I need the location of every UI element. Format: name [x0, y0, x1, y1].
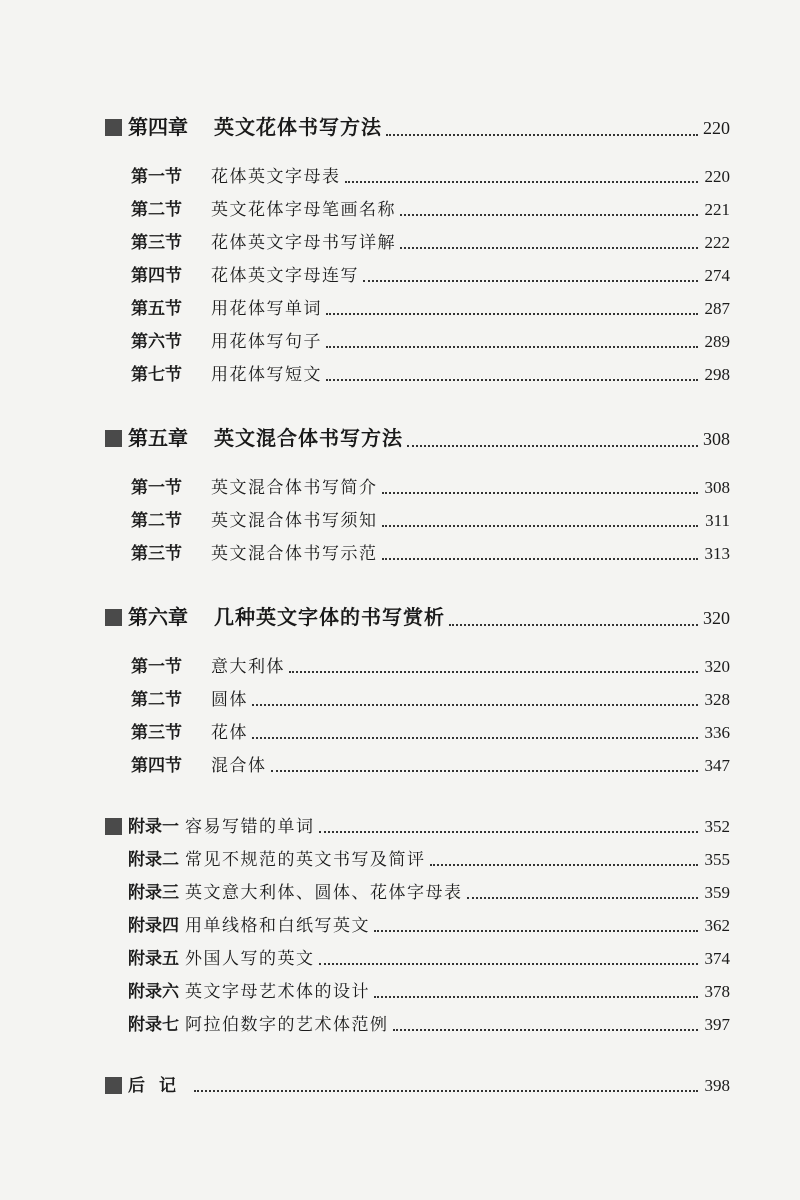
appendix-label: 附录三: [128, 883, 179, 903]
chapter-title: 英文花体书写方法: [214, 115, 382, 139]
appendix-label: 附录五: [128, 949, 179, 969]
leader-dots: [382, 492, 699, 494]
chapter-label: 第五章: [128, 426, 188, 450]
section-entry[interactable]: [105, 193, 730, 226]
page-number: 362: [704, 916, 730, 935]
page-number: 397: [704, 1015, 730, 1034]
section-entry[interactable]: [105, 683, 730, 716]
section-entry[interactable]: [105, 160, 730, 193]
page-number: 221: [704, 200, 730, 219]
leader-dots: [386, 134, 698, 136]
section-label: 第一节: [131, 167, 182, 187]
chapter-entry[interactable]: [105, 419, 730, 457]
section-label: 第四节: [131, 266, 182, 286]
page-number: 220: [703, 118, 730, 138]
chapter-title: 英文混合体书写方法: [214, 426, 403, 450]
appendix-label: 附录一: [128, 817, 179, 837]
leader-dots: [400, 247, 698, 249]
appendix-entry[interactable]: [105, 975, 730, 1008]
chapter-marker-icon: [105, 430, 122, 447]
page-number: 289: [704, 332, 730, 351]
section-title: 英文花体字母笔画名称: [211, 200, 396, 220]
page-number: 308: [704, 478, 730, 497]
page-number: 320: [703, 608, 730, 628]
appendix-title: 英文字母艺术体的设计: [185, 982, 370, 1002]
chapter-marker-icon: [105, 609, 122, 626]
appendix-title: 阿拉伯数字的艺术体范例: [185, 1015, 389, 1035]
page-number: 398: [704, 1076, 730, 1095]
page-number: 378: [704, 982, 730, 1001]
appendix-entry[interactable]: [105, 810, 730, 843]
chapter-marker-icon: [105, 119, 122, 136]
leader-dots: [289, 671, 698, 673]
section-title: 用花体写短文: [211, 365, 322, 385]
appendix-label: 附录六: [128, 982, 179, 1002]
afterword-marker-icon: [105, 1077, 122, 1094]
section-entry[interactable]: [105, 259, 730, 292]
appendix-title: 容易写错的单词: [185, 817, 315, 837]
section-entry[interactable]: [105, 537, 730, 570]
leader-dots: [319, 963, 699, 965]
section-label: 第二节: [131, 511, 182, 531]
leader-dots: [252, 737, 698, 739]
section-label: 第三节: [131, 233, 182, 253]
section-entry[interactable]: [105, 716, 730, 749]
chapter-entry[interactable]: [105, 108, 730, 146]
section-title: 用花体写句子: [211, 332, 322, 352]
page-number: 352: [704, 817, 730, 836]
chapter-label: 第四章: [128, 115, 188, 139]
leader-dots: [194, 1090, 698, 1092]
section-label: 第三节: [131, 544, 182, 564]
page-number: 347: [704, 756, 730, 775]
leader-dots: [393, 1029, 699, 1031]
page-number: 220: [704, 167, 730, 186]
appendix-label: 附录四: [128, 916, 179, 936]
page-number: 320: [704, 657, 730, 676]
appendix-title: 用单线格和白纸写英文: [185, 916, 370, 936]
appendix-entry[interactable]: [105, 1008, 730, 1041]
chapter-title: 几种英文字体的书写赏析: [214, 605, 445, 629]
chapter-entry[interactable]: [105, 598, 730, 636]
section-entry[interactable]: [105, 749, 730, 782]
section-title: 花体英文字母连写: [211, 266, 359, 286]
page-number: 222: [704, 233, 730, 252]
section-title: 用花体写单词: [211, 299, 322, 319]
section-label: 第四节: [131, 756, 182, 776]
chapter-label: 第六章: [128, 605, 188, 629]
section-label: 第一节: [131, 657, 182, 677]
afterword-entry[interactable]: [105, 1069, 730, 1102]
leader-dots: [271, 770, 699, 772]
section-label: 第三节: [131, 723, 182, 743]
section-title: 混合体: [211, 756, 267, 776]
leader-dots: [430, 864, 699, 866]
leader-dots: [345, 181, 699, 183]
section-title: 花体: [211, 723, 248, 743]
afterword-label: 后记: [128, 1076, 190, 1096]
section-entry[interactable]: [105, 504, 730, 537]
leader-dots: [467, 897, 699, 899]
page-number: 287: [704, 299, 730, 318]
appendix-entry[interactable]: [105, 942, 730, 975]
section-label: 第二节: [131, 200, 182, 220]
section-label: 第五节: [131, 299, 182, 319]
page-number: 308: [703, 429, 730, 449]
page-number: 336: [704, 723, 730, 742]
leader-dots: [400, 214, 698, 216]
section-label: 第七节: [131, 365, 182, 385]
section-entry[interactable]: [105, 650, 730, 683]
section-label: 第六节: [131, 332, 182, 352]
section-title: 花体英文字母表: [211, 167, 341, 187]
appendix-marker-icon: [105, 818, 122, 835]
page-number: 374: [704, 949, 730, 968]
leader-dots: [252, 704, 698, 706]
section-title: 花体英文字母书写详解: [211, 233, 396, 253]
section-title: 英文混合体书写简介: [211, 478, 378, 498]
leader-dots: [407, 445, 698, 447]
page-number: 355: [704, 850, 730, 869]
section-entry[interactable]: [105, 325, 730, 358]
page-number: 313: [704, 544, 730, 563]
section-entry[interactable]: [105, 226, 730, 259]
page-number: 328: [704, 690, 730, 709]
page-number: 274: [704, 266, 730, 285]
appendix-entry[interactable]: [105, 843, 730, 876]
leader-dots: [326, 379, 698, 381]
section-title: 圆体: [211, 690, 248, 710]
section-entry[interactable]: [105, 358, 730, 391]
page-number: 359: [704, 883, 730, 902]
leader-dots: [363, 280, 698, 282]
appendix-title: 常见不规范的英文书写及简评: [185, 850, 426, 870]
appendix-title: 英文意大利体、圆体、花体字母表: [185, 883, 463, 903]
leader-dots: [382, 525, 699, 527]
section-title: 英文混合体书写示范: [211, 544, 378, 564]
section-label: 第一节: [131, 478, 182, 498]
table-of-contents: [105, 108, 730, 1102]
leader-dots: [374, 930, 698, 932]
page-number: 298: [704, 365, 730, 384]
appendix-entry[interactable]: [105, 909, 730, 942]
leader-dots: [326, 346, 698, 348]
leader-dots: [326, 313, 698, 315]
appendix-entry[interactable]: [105, 876, 730, 909]
section-label: 第二节: [131, 690, 182, 710]
leader-dots: [449, 624, 698, 626]
leader-dots: [382, 558, 699, 560]
section-entry[interactable]: [105, 292, 730, 325]
leader-dots: [374, 996, 698, 998]
section-entry[interactable]: [105, 471, 730, 504]
section-title: 意大利体: [211, 657, 285, 677]
appendix-label: 附录二: [128, 850, 179, 870]
page-number: 311: [705, 511, 730, 530]
leader-dots: [319, 831, 699, 833]
appendix-title: 外国人写的英文: [185, 949, 315, 969]
section-title: 英文混合体书写须知: [211, 511, 378, 531]
appendix-label: 附录七: [128, 1015, 179, 1035]
